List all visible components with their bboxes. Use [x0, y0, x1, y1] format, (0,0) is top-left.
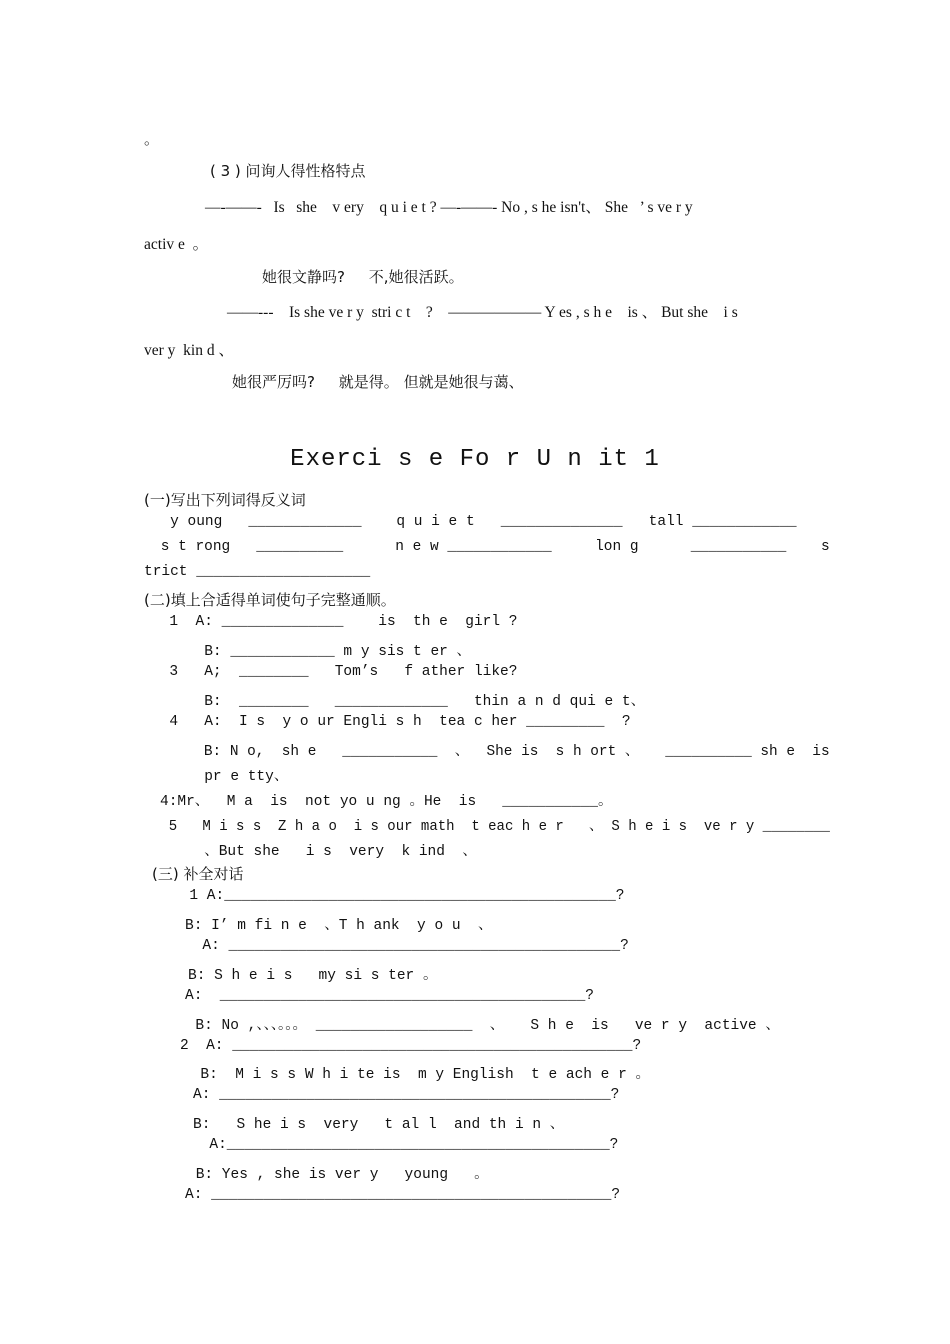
fill-row-5: 4 A: I s y o ur Engli s h tea c her _________ ?: [152, 714, 631, 730]
fill-row-7: pr e tty、: [152, 769, 289, 785]
dialog-row-7: 2 A: ______________________________________________?: [180, 1038, 642, 1054]
section-3-heading: (三) 补全对话: [152, 865, 244, 883]
intro-dot: 。: [144, 130, 160, 148]
dialog-row-3: A: _____________________________________________?: [185, 938, 629, 954]
translation-line-2: 她很严厉吗? 就是得。 但就是她很与蔼、: [232, 373, 524, 391]
translation-line-1: 她很文静吗? 不,她很活跃。: [262, 268, 464, 286]
fill-row-1: 1 A: ______________ is th e girl ?: [152, 614, 518, 630]
dialog-row-8: B: M i s s W h i te is m y English t e ach e r 。: [183, 1067, 650, 1083]
antonym-row-2: s t rong __________ n e w ____________ lon g ___________ s: [152, 539, 830, 555]
antonym-row-3: trict ____________________: [144, 564, 371, 580]
dialog-row-12: B: Yes , she is ver y young 。: [187, 1167, 489, 1183]
dialogue-line-1: —-——- Is she v ery q u i e t ? —-——- No , s he isn't、 She ’ s ve r y: [205, 199, 693, 216]
dialog-row-1: 1 A:_____________________________________________?: [172, 888, 625, 904]
section-2-heading: (二)填上合适得单词使句子完整通顺。: [144, 591, 396, 609]
dialog-row-6: B: No ,、、、。。。 __________________ 、 S h e is ve r y active 、: [178, 1018, 780, 1034]
exercise-title: Exerci s e Fo r U n it 1: [290, 446, 660, 473]
fill-row-4: B: ________ _____________ thin a n d qui e t、: [152, 694, 646, 710]
dialog-row-13: A: ______________________________________________?: [185, 1187, 621, 1203]
section-heading-character: ( 3 ) 问询人得性格特点: [210, 162, 366, 180]
dialog-row-10: B: S he i s very t al l and th i n 、: [193, 1117, 565, 1133]
fill-row-8: 4:Mr、 M a is not yo u ng 。He is ___________。: [160, 794, 613, 810]
dialog-row-4: B: S h e i s my si s ter 。: [188, 968, 438, 984]
section-1-heading: (一)写出下列词得反义词: [144, 491, 306, 509]
dialog-row-2: B: I’ m fi n e 、T h ank y o u 、: [185, 918, 493, 934]
dialog-row-11: A:____________________________________________?: [192, 1137, 619, 1153]
fill-row-2: B: ____________ m y sis t er 、: [152, 644, 472, 660]
antonym-row-1: y oung _____________ q u i e t ______________ tall ____________: [144, 514, 797, 530]
dialog-row-5: A: __________________________________________?: [185, 988, 594, 1004]
dialogue-line-3: ——--- Is she ve r y stri c t ? —————— Y es , s h e is 、 But she i s: [227, 304, 738, 321]
fill-row-9: 5 M i s s Z h a o i s our math t eac h e r 、 S h e i s ve r y ________: [152, 819, 830, 835]
fill-row-6: B: N o, sh e ___________ 、 She is s h ort 、 __________ sh e is: [152, 744, 830, 760]
dialog-row-9: A: _____________________________________________?: [193, 1087, 620, 1103]
fill-row-10: 、But she i s very k ind 、: [152, 844, 477, 860]
fill-row-3: 3 A; ________ Tom’s f ather like?: [152, 664, 518, 680]
dialogue-line-4: ver y kin d 、: [144, 342, 234, 359]
dialogue-line-2: activ e 。: [144, 236, 209, 253]
